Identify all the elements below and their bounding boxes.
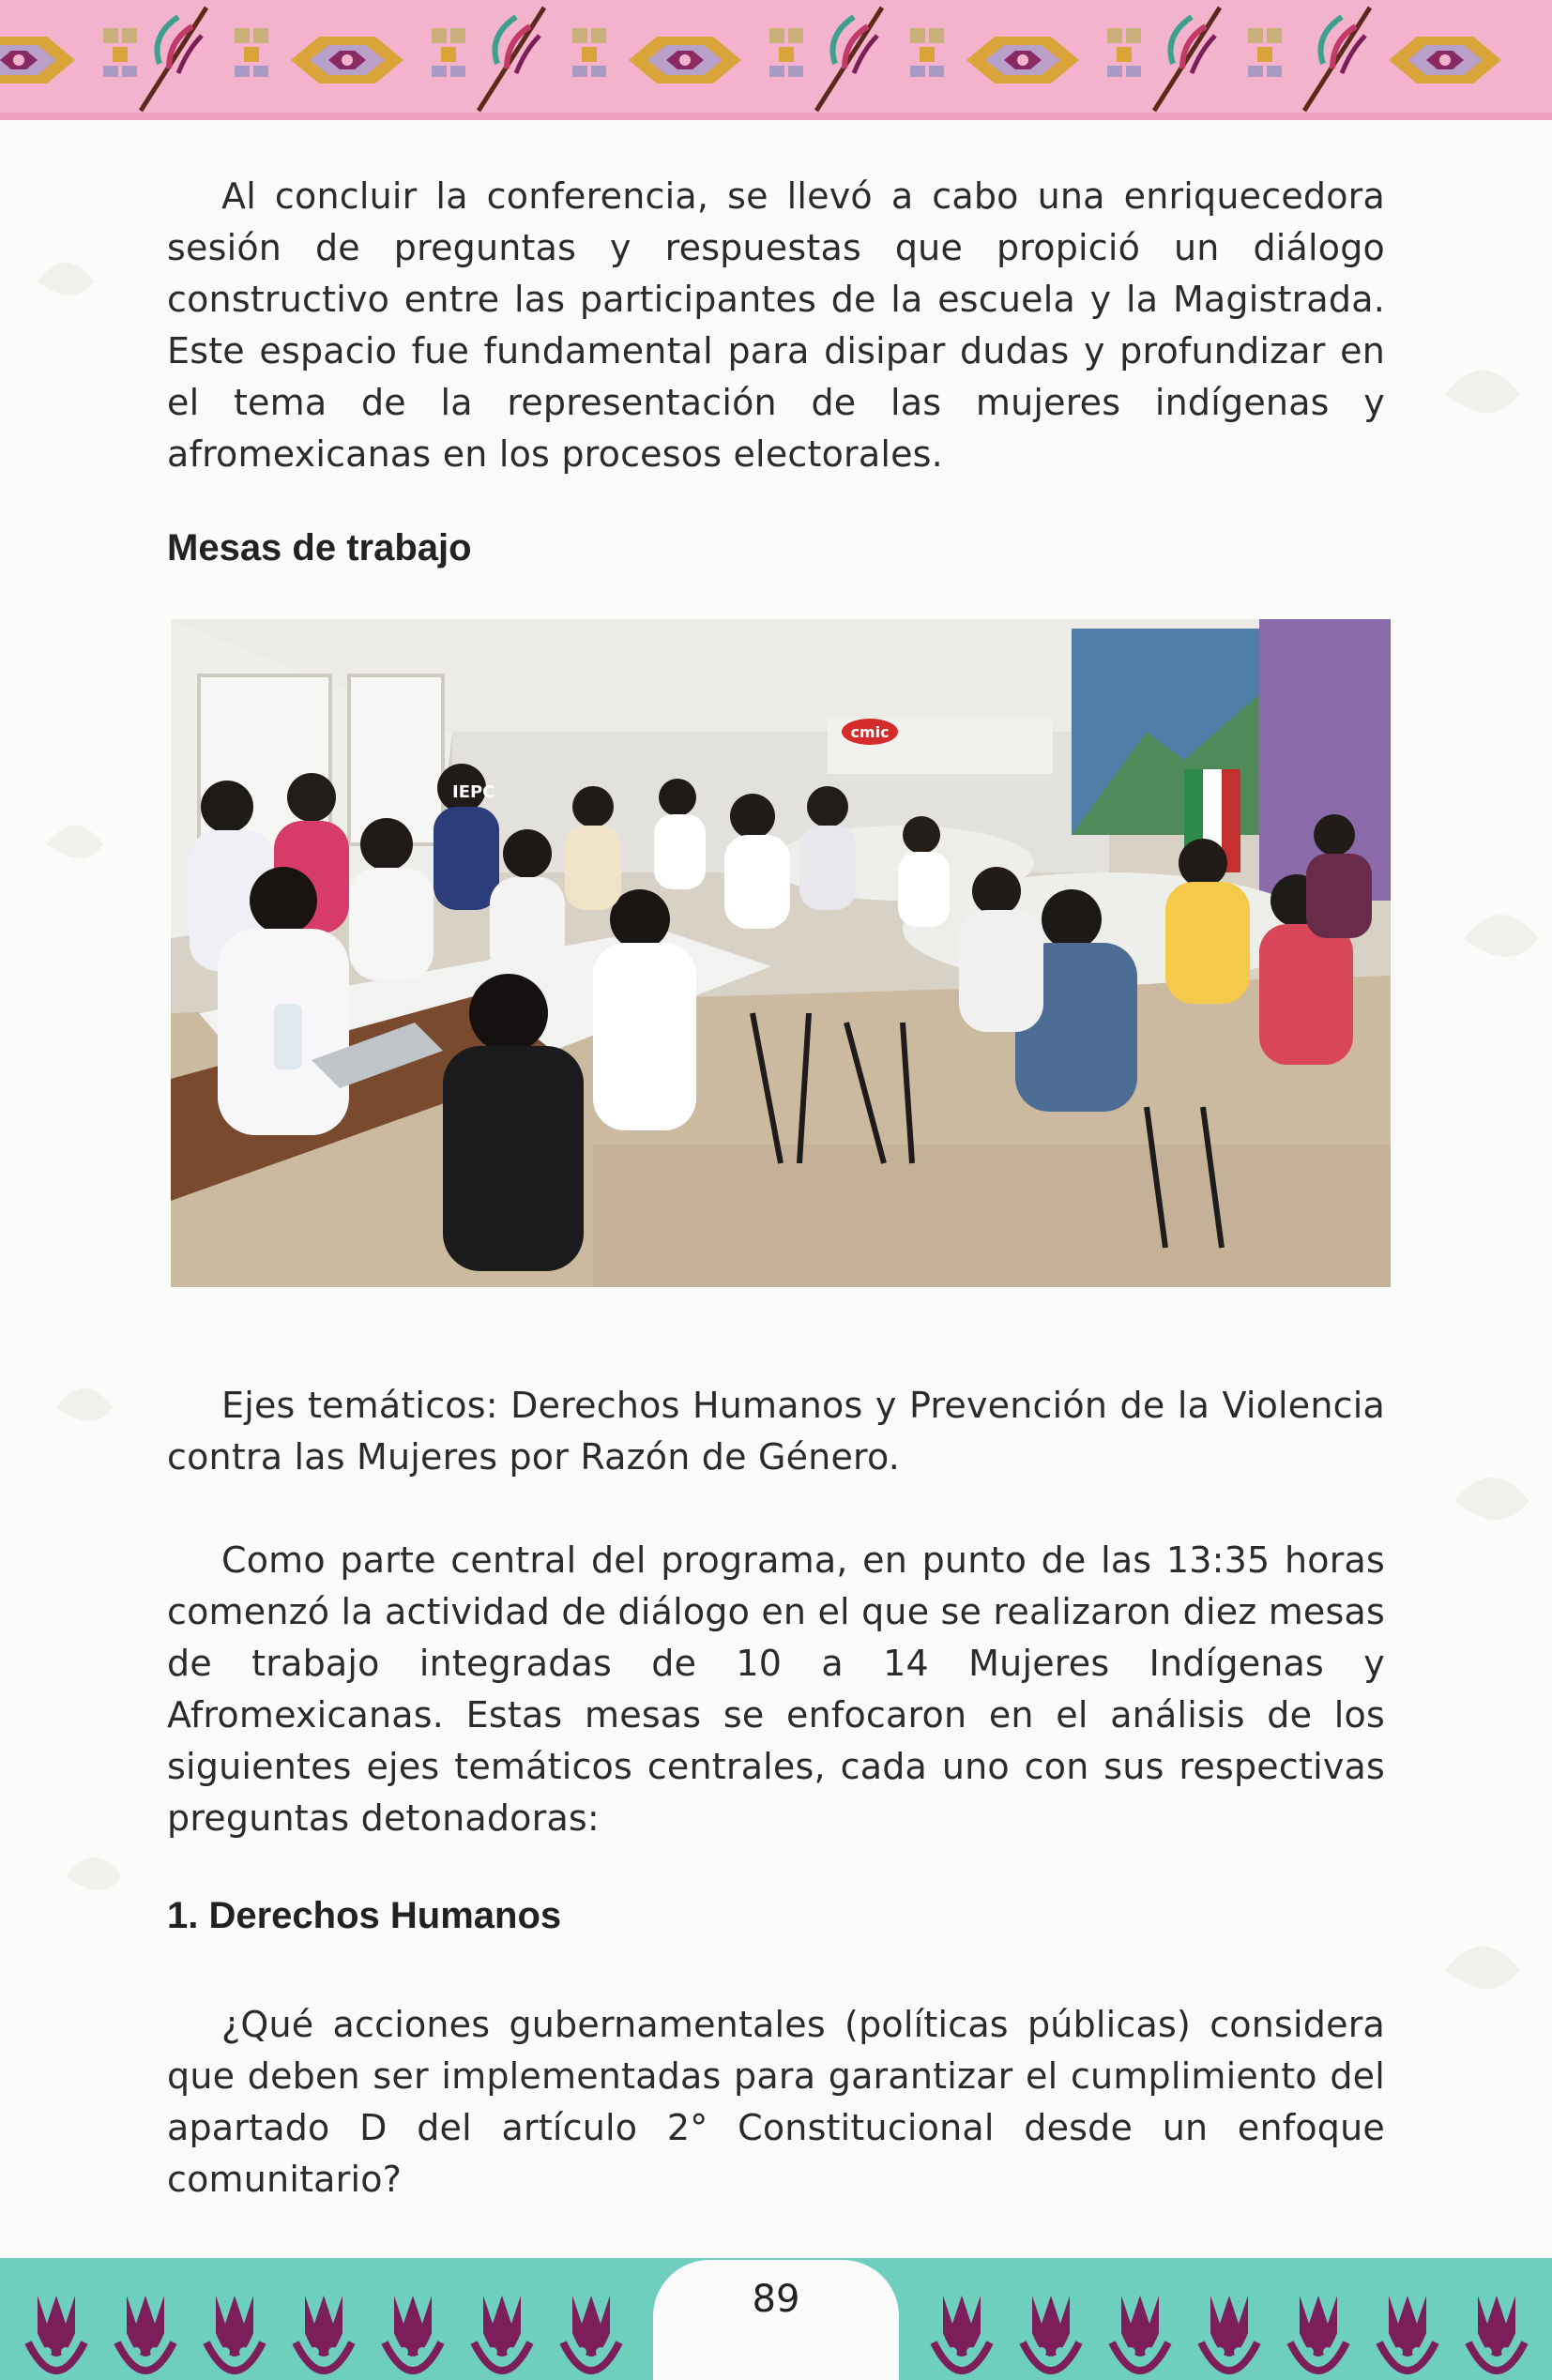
pregunta-paragraph-block [167, 1999, 1385, 2206]
paragraph-actividad-dialogo: Como parte central del programa, en punto de las 13:35 horas comenzó la actividad de diálogo en el que se realizaron diez mesas de trabajo integradas de 10 a 14 Mujeres Indígenas y Afromexicanas. Estas mesas se enfocaron en el análisis de los siguientes ejes temáticos centrales, cada uno con sus respectivas preguntas detonadoras: [167, 1539, 1385, 1839]
intro-paragraph-block [167, 171, 1385, 480]
embroidery-pattern-icon [0, 0, 1552, 120]
paragraph-pregunta-detonadora: ¿Qué acciones gubernamentales (políticas públicas) considera que deben ser implementadas para garantizar el cumplimiento del apartado D del artículo 2° Constitucional desde un enfoque comunitario? [167, 2004, 1385, 2200]
photo-vest-text: IEPC [452, 782, 495, 802]
ejes-paragraph-block [167, 1380, 1385, 1483]
page-number: 89 [752, 2278, 800, 2321]
programa-paragraph-block [167, 1535, 1385, 1844]
photo-work-tables [171, 619, 1391, 1287]
section-heading-mesas-de-trabajo: Mesas de trabajo [167, 527, 472, 568]
photo-sign-logo: cmic [850, 723, 890, 741]
section-heading-derechos-humanos: 1. Derechos Humanos [167, 1895, 562, 1936]
paragraph-conference-closing: Al concluir la conferencia, se llevó a cabo una enriquecedora sesión de preguntas y respuestas que propició un diálogo constructivo entre las participantes de la escuela y la Magistrada. Este espacio fue fundamental para disipar dudas y profundizar en el tema de la representación de las mujeres indígenas y afromexicanas en los procesos electorales. [167, 175, 1385, 475]
top-decorative-band [0, 0, 1552, 120]
paragraph-ejes-tematicos: Ejes temáticos: Derechos Humanos y Prevención de la Violencia contra las Mujeres por Razón de Género. [167, 1385, 1385, 1478]
